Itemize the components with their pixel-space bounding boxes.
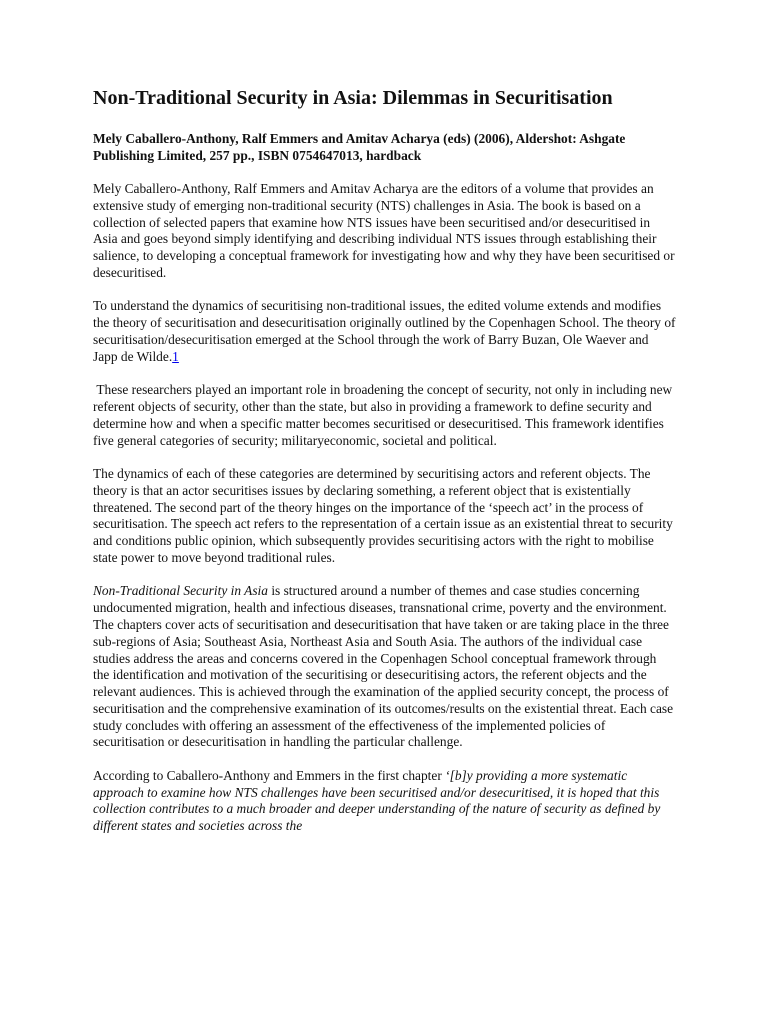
paragraph-5-text: is structured around a number of themes and case studies concerning undocumented migration, health and infectious diseases, transnational crime, poverty and the environment. The chapters cover acts of securitisation and desecuritisation that have taken or are taking place in the three sub-regions of Asia; Southeast Asia, Northeast Asia and South Asia. The authors of the individual case studies address the areas and concerns covered in the Copenhagen School conceptual framework through the identification and motivation of the securitising or desecuritising actors, the referent objects and the relevant audiences. This is achieved through the examination of the applied security concept, the process of securitisation and the comprehensive examination of its outcomes/results on the existential threat. Each case study concludes with offering an assessment of the effectiveness of the implemented policies of securitisation or desecuritisation in handling the particular challenge. [93,583,674,750]
paragraph-6-lead: According to Caballero-Anthony and Emmers in the first chapter [93,767,446,783]
book-title-italic: Non-Traditional Security in Asia [93,583,268,599]
paragraph-2-text: To understand the dynamics of securitising non-traditional issues, the edited volume extends and modifies the theory of securitisation and desecuritisation originally outlined by the Copenhagen School. The theory of securitisation/desecuritisation emerged at the School through the work of Barry Buzan, Ole Waever and Japp de Wilde. [93,298,676,364]
paragraph-1: Mely Caballero-Anthony, Ralf Emmers and Amitav Acharya are the editors of a volume that provides an extensive study of emerging non-traditional security (NTS) challenges in Asia. The book is based on a collection of selected papers that examine how NTS issues have been securitised and/or desecuritised in Asia and goes beyond simply identifying and describing individual NTS issues through establishing their salience, to developing a conceptual framework for investigating how and why they have been securitised or desecuritised. [93,181,675,280]
paragraph-6-quote: ‘[b]y providing a more systematic approach to examine how NTS challenges have been securitised and/or desecuritised, it is hoped that this collection contributes to a much broader and deeper understanding of the nature of security as defined by different states and societies across the [93,767,661,834]
paragraph-5 [93,583,676,751]
paragraph-3: These researchers played an important role in broadening the concept of security, not only in including new referent objects of security, other than the state, but also in providing a framework to define security and determine how and when a specific matter becomes securitised or desecuritised. This framework identifies five general categories of security; militaryeconomic, societal and political. [93,382,676,448]
article-title: Non-Traditional Security in Asia: Dilemmas in Securitisation [93,87,613,109]
footnote-link[interactable]: 1 [172,348,179,364]
paragraph-6 [93,768,676,835]
book-citation: Mely Caballero-Anthony, Ralf Emmers and Amitav Acharya (eds) (2006), Aldershot: Ashgate Publishing Limited, 257 pp., ISBN 0754647013, hardback [93,131,626,163]
paragraph-4: The dynamics of each of these categories are determined by securitising actors and referent objects. The theory is that an actor securitises issues by declaring something, a referent object that is existentially threatened. The second part of the theory hinges on the importance of the ‘speech act’ in the process of securitisation. The speech act refers to the representation of a certain issue as an existential threat to security and conditions public opinion, which subsequently provides securitising actors with the right to mobilise state power to move beyond traditional rules. [93,465,673,565]
paragraph-2 [93,298,676,365]
